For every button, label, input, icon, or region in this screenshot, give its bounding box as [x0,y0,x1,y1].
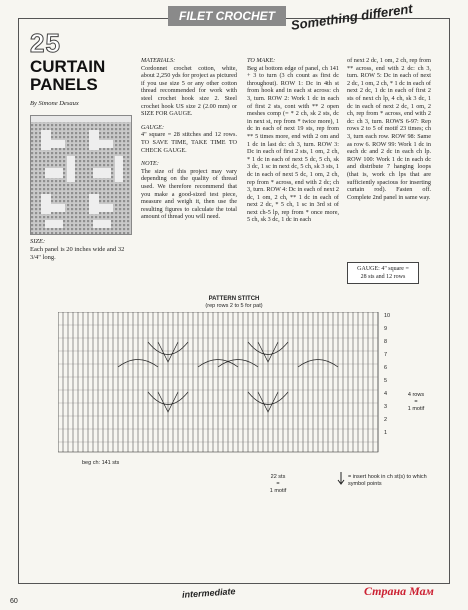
row-number-1: 1 [384,430,388,436]
site-watermark: Страна Мам [364,584,434,598]
sts-motif: 1 motif [269,488,287,494]
row-number-2: 2 [384,417,388,423]
instructions-continued-text: of next 2 dc, 1 om, 2 ch, rep from ** across, end with 2 dc: ch 3, turn. ROW 5: Dc in each of next 2 dc, 1 om, 2 ch, * 1 dc in each of next 2 dc, 1 dc in each of first 2 sts of next ch lp, 4 ch, sk 3 dc, 1 dc in each of next 2 dc, 1 om, 2 ch, rep from * across, end with 2 dc: ch 3, turn. ROWS 6-97: Rep rows 2 to 5 of motif 23 times; ch 3, turn each row. ROW 98: Same as row 6. ROW 99: Work 1 dc in each dc and 2 dc in each ch lp. ROW 100: Work 1 dc in each dc and distribute 7 hanging loops (that is, work ch lps that are sufficiently spacious for inserting curtain rod). Fasten off. Complete 2nd panel in same way. [347,57,431,201]
materials-text: Cordonnet crochet cotton, white, about 2,250 yds for project as pictured if you use size 5 or any other cotton thread recommended for work with steel crochet hook size 2. Steel crochet hook US size 2 (2.00 mm) or SIZE FOR GAUGE. [141,64,237,118]
title-line1: CURTAIN [30,57,106,76]
size-label: SIZE: [30,238,46,245]
insert-hook-symbol-icon [336,472,346,486]
sts-equals: = [276,481,280,487]
materials-column [141,57,237,227]
section-tab: FILET CROCHET [168,6,286,26]
title-line2: PANELS [30,75,98,94]
gauge-label: GAUGE: [141,123,165,131]
pattern-number: 25 [30,28,61,58]
row-number-8: 8 [384,339,388,345]
crochet-chart [58,312,391,456]
row-number-9: 9 [384,326,388,332]
curtain-photo [30,115,132,235]
row-number-7: 7 [384,352,388,358]
rows-motif-label [396,392,436,413]
subtitle-banner: Something different [290,0,414,33]
to-make-label: TO MAKE: [247,57,276,64]
page-number: 60 [10,598,18,605]
gauge-box-line2: 28 sts and 12 rows [360,274,406,280]
difficulty-label: intermediate [181,586,236,600]
gauge-box [347,262,419,284]
page-title [30,58,105,94]
row-number-6: 6 [384,365,388,371]
rows-count: 4 rows [407,392,425,398]
rows-motif: 1 motif [407,406,425,412]
symbol-legend-text: = insert hook in ch st(s) to which symbol points [348,474,427,487]
row-number-10: 10 [384,313,391,319]
rows-equals: = [414,399,418,405]
note-label: NOTE: [141,160,159,168]
note-text: The size of this project may vary depending on the quality of thread used. We therefore recommend that you make a good-sized test piece, measure and weigh it, then use the resulting figures to calculate the total amount of thread you will need. [141,167,237,221]
lace-texture-image [31,116,131,234]
row-number-3: 3 [384,404,388,410]
to-make-column [247,57,339,230]
instructions-column-continued [347,57,431,207]
beginning-chain-label: beg ch: 141 sts [82,460,120,466]
byline: By Simone Desaux [30,100,79,107]
gauge-box-line1: GAUGE: 4" square = [357,266,409,272]
pattern-stitch-subtitle: (rep rows 2 to 5 for pat) [205,303,263,309]
materials-label: MATERIALS: [141,57,176,64]
row-number-4: 4 [384,391,388,397]
to-make-text: Beg at bottom edge of panel, ch 141 + 3 to turn (3 ch count as first dc throughout). ROW 1: Dc in 4th st from hook and in each st across: ch 3, turn. ROW 2: Work 1 dc in each of first 2 sts, cont with ** 2 open meshes comp (= * 2 ch, sk 2 sts, dc in next st, rep from * twice more), 1 dc in each of next 19 sts, rep from ** 5 times more, end with 2 om and 1 dc in last dc: ch 3, turn. ROW 3: Dc in each of first 2 sts, 1 om, 2 ch, * 1 dc in each of next 5 dc, 5 ch, sk 3 dc, 1 sc in next dc, 5 ch, sk 3 sts, 1 dc in each of next 5 dc, 1 om, 2 ch, rep from * across, end with 2 dc; ch 3, turn. ROW 4: Dc in each of next 2 dc, 1 om, 2 ch, ** 1 dc in each of next 2 dc, * 5 ch, 1 sc in 3rd st of next ch-5 lp, rep from * once more, 5 ch, sk 3 dc, 1 dc in each [247,64,339,224]
pattern-stitch-title: PATTERN STITCH [208,296,260,302]
sts-count: 22 sts [270,474,286,480]
row-number-5: 5 [384,378,388,384]
gauge-text: 4" square = 28 stitches and 12 rows. TO SAVE TIME, TAKE TIME TO CHECK GAUGE. [141,131,237,154]
sts-motif-label [258,474,298,495]
size-text: Each panel is 20 inches wide and 32 3/4" long. [30,246,125,261]
